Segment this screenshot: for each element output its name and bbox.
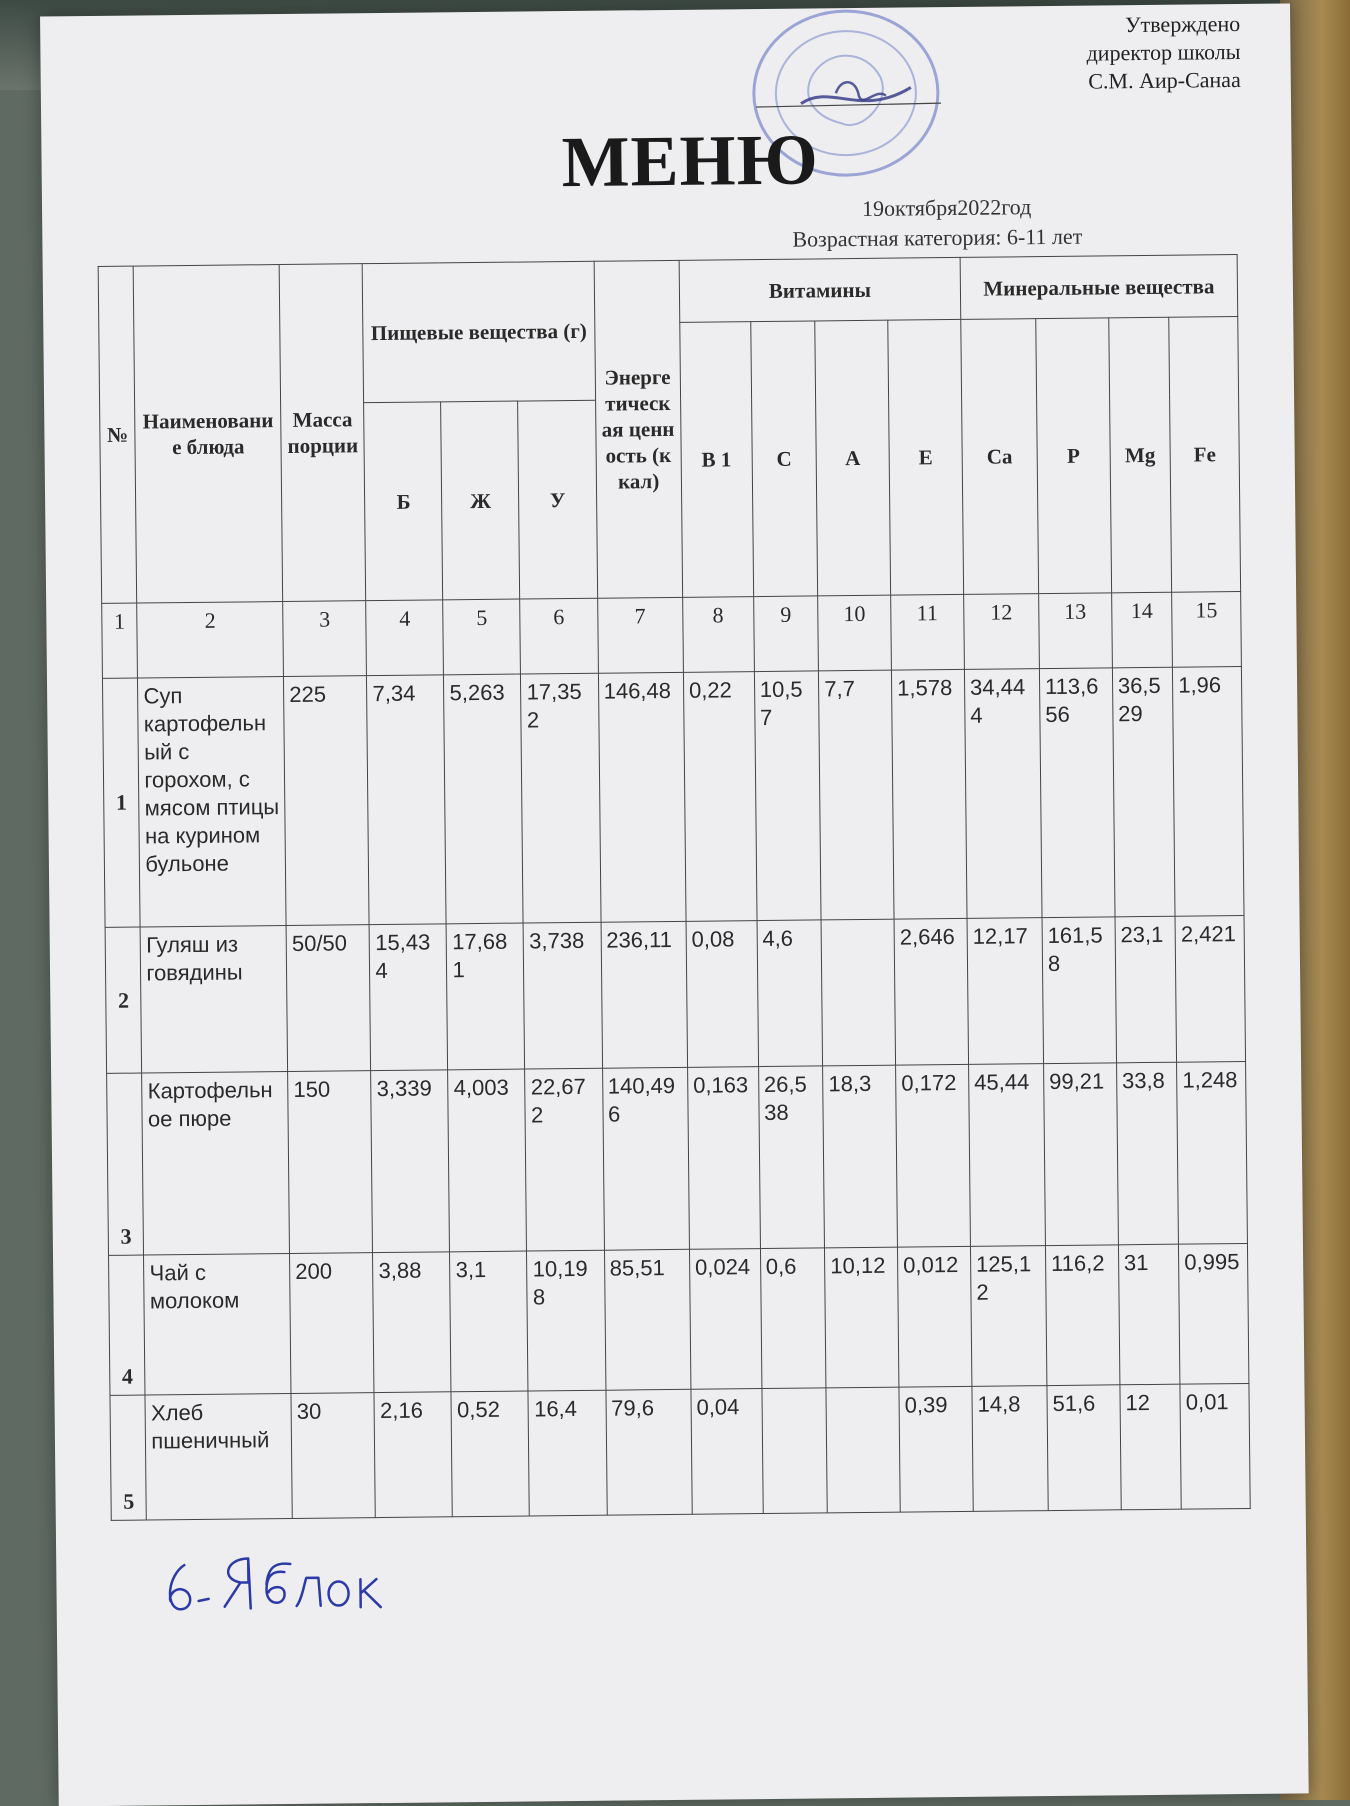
row-number: 5: [110, 1395, 147, 1520]
approval-block: [1000, 10, 1241, 97]
column-index: 4: [366, 600, 444, 676]
cell-mass: 225: [284, 675, 370, 925]
cell-e: 2,646: [894, 919, 968, 1065]
header-p: Р: [1036, 318, 1112, 593]
cell-energy: 236,11: [601, 922, 688, 1068]
cell-fat: 5,263: [444, 674, 524, 924]
cell-fat: 0,52: [451, 1391, 529, 1517]
column-index: 12: [964, 593, 1040, 669]
header-carbs: У: [518, 401, 597, 599]
dish-name: Чай с молоком: [144, 1253, 291, 1395]
cell-p: 116,2: [1045, 1245, 1119, 1386]
cell-ca: 14,8: [972, 1386, 1048, 1512]
header-fe: Fe: [1169, 317, 1241, 592]
header-e: Е: [888, 320, 964, 595]
header-dish-name: Наименование блюда: [134, 265, 283, 603]
column-index: 5: [443, 599, 521, 675]
cell-a: [826, 1387, 900, 1513]
cell-mg: 33,8: [1116, 1062, 1178, 1245]
row-number: 3: [107, 1073, 144, 1255]
column-index: 11: [891, 594, 965, 670]
cell-fat: 4,003: [448, 1069, 527, 1252]
column-index: 6: [520, 598, 598, 674]
cell-p: 161,58: [1042, 917, 1116, 1063]
approval-position: директор школы: [1086, 38, 1241, 66]
cell-a: 7,7: [819, 670, 894, 920]
table-row: [109, 1243, 1249, 1395]
cell-ca: 125,12: [970, 1245, 1046, 1386]
cell-ca: 45,44: [969, 1063, 1046, 1246]
cell-fe: 1,96: [1173, 666, 1244, 916]
column-index-row: [102, 591, 1242, 678]
column-index: 15: [1172, 591, 1242, 667]
menu-date: 19октября2022год: [861, 194, 1032, 221]
header-b1: В 1: [680, 322, 754, 597]
cell-protein: 2,16: [374, 1392, 452, 1518]
header-ca: Са: [961, 319, 1039, 594]
header-c: С: [750, 321, 817, 596]
header-minerals: Минеральные вещества: [960, 255, 1238, 320]
cell-b1: 0,22: [683, 671, 756, 921]
column-index: 13: [1039, 593, 1113, 669]
cell-fe: 0,995: [1179, 1243, 1249, 1384]
cell-fe: 2,421: [1175, 916, 1245, 1062]
column-index: 10: [818, 595, 892, 671]
cell-fe: 0,01: [1180, 1384, 1250, 1510]
column-index: 9: [753, 596, 818, 672]
cell-mass: 150: [288, 1070, 373, 1253]
cell-fe: 1,248: [1177, 1061, 1248, 1244]
cell-e: 1,578: [891, 669, 966, 919]
cell-a: 10,12: [825, 1247, 899, 1388]
cell-carbs: 10,198: [527, 1250, 605, 1391]
cell-c: [762, 1388, 828, 1514]
cell-mass: 30: [291, 1393, 376, 1519]
cell-protein: 15,434: [369, 924, 448, 1070]
row-number: 2: [105, 927, 142, 1073]
menu-table: [98, 254, 1251, 1521]
header-num: №: [98, 266, 137, 603]
table-row: [102, 666, 1244, 927]
cell-e: 0,39: [899, 1387, 973, 1513]
page-title: МЕНЮ: [561, 119, 820, 203]
cell-mg: 36,529: [1112, 667, 1175, 917]
column-index: 8: [683, 596, 755, 672]
cell-a: 18,3: [823, 1065, 898, 1248]
cell-energy: 140,496: [602, 1067, 689, 1250]
approval-signatory: С.М. Аир-Санаа: [1088, 66, 1241, 94]
cell-carbs: 22,672: [525, 1068, 604, 1251]
menu-sheet: [40, 3, 1309, 1806]
cell-p: 99,21: [1043, 1063, 1118, 1246]
cell-protein: 3,88: [373, 1252, 451, 1393]
table-row: [107, 1061, 1248, 1255]
dish-name: Гуляш из говядины: [140, 926, 287, 1073]
cell-e: 0,012: [898, 1246, 972, 1387]
cell-carbs: 17,352: [521, 673, 601, 923]
cell-b1: 0,024: [689, 1248, 761, 1389]
cell-energy: 85,51: [604, 1249, 691, 1390]
row-number: 4: [109, 1255, 146, 1396]
table-row: [110, 1384, 1250, 1521]
cell-c: 26,538: [758, 1066, 824, 1249]
cell-protein: 3,339: [371, 1070, 450, 1253]
handwritten-note: [156, 1533, 417, 1626]
column-index: 1: [102, 603, 138, 678]
cell-p: 51,6: [1047, 1385, 1121, 1511]
cell-fat: 3,1: [450, 1251, 528, 1392]
header-protein: Б: [364, 402, 443, 600]
cell-b1: 0,08: [686, 921, 758, 1067]
cell-energy: 146,48: [598, 672, 686, 922]
cell-carbs: 3,738: [524, 922, 603, 1068]
row-number: 1: [102, 678, 140, 928]
cell-a: [821, 919, 895, 1065]
column-index: 7: [597, 597, 683, 673]
cell-mg: 23,1: [1115, 916, 1177, 1062]
approval-label: Утверждено: [1124, 10, 1241, 38]
cell-c: 4,6: [757, 920, 823, 1066]
column-index: 14: [1111, 592, 1172, 667]
cell-mg: 12: [1120, 1384, 1182, 1509]
column-index: 2: [137, 601, 284, 677]
cell-mass: 200: [290, 1252, 375, 1393]
header-a: А: [815, 321, 891, 596]
header-mass: Масса порции: [279, 264, 366, 602]
dish-name: Картофельное пюре: [142, 1071, 290, 1254]
cell-energy: 79,6: [605, 1389, 692, 1515]
cell-protein: 7,34: [367, 675, 447, 925]
cell-c: 10,57: [754, 671, 821, 921]
cell-c: 0,6: [760, 1248, 826, 1389]
cell-fat: 17,681: [447, 923, 526, 1069]
header-fat: Ж: [441, 401, 520, 599]
handwriting-drawing: [156, 1533, 417, 1626]
header-nutrients: Пищевые вещества (г): [363, 261, 596, 403]
cell-carbs: 16,4: [528, 1390, 606, 1516]
dish-name: Хлеб пшеничный: [145, 1394, 292, 1520]
column-index: 3: [283, 601, 367, 677]
cell-b1: 0,04: [691, 1389, 763, 1515]
cell-ca: 34,444: [964, 668, 1042, 918]
cell-mass: 50/50: [286, 925, 371, 1071]
cell-p: 113,656: [1039, 668, 1114, 918]
table-row: [105, 916, 1245, 1073]
cell-e: 0,172: [896, 1064, 971, 1247]
dish-name: Суп картофельный с горохом, с мясом птицы на курином бульоне: [138, 676, 286, 927]
header-energy: Энергетическая ценность (ккал): [594, 260, 683, 598]
cell-ca: 12,17: [967, 918, 1043, 1064]
age-category: Возрастная категория: 6-11 лет: [792, 223, 1083, 252]
cell-b1: 0,163: [687, 1066, 760, 1249]
header-vitamins: Витамины: [679, 257, 961, 322]
cell-mg: 31: [1118, 1244, 1180, 1385]
header-mg: Mg: [1109, 318, 1172, 593]
